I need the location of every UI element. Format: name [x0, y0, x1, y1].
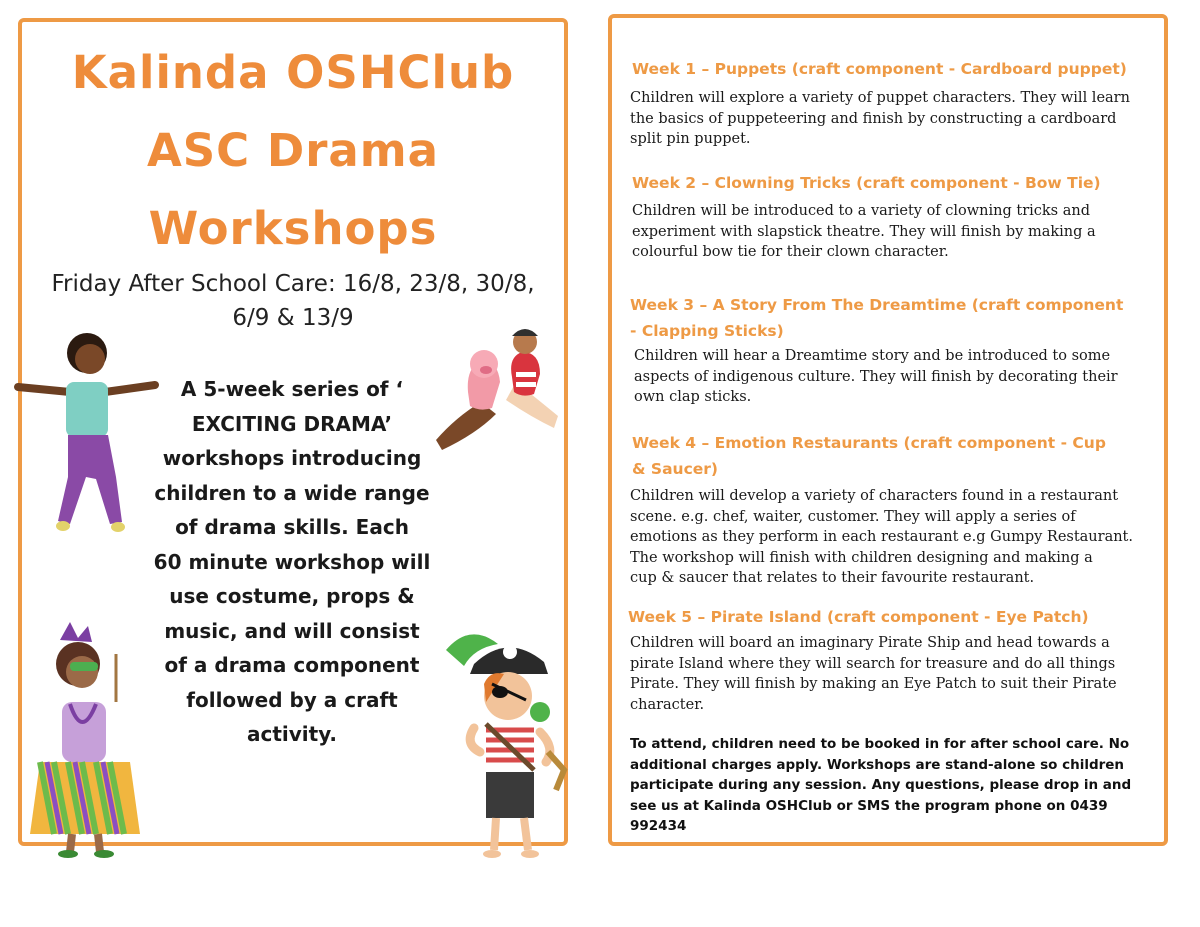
- dates-line-2: 6/9 & 13/9: [232, 305, 354, 331]
- body-line: 60 minute workshop will: [153, 549, 431, 574]
- week-1-heading: Week 1 – Puppets (craft component - Cardboard puppet): [632, 60, 1127, 78]
- week-3-description: Children will hear a Dreamtime story and be introduced to some aspects of indigenous culture. They will finish by decorating their own clap sticks.: [634, 348, 1118, 405]
- attendance-note: To attend, children need to be booked in for after school care. No additional charges apply. Workshops are stand-alone so children participate during any session. Any questions, please drop in and see us at Kalinda OSHClub or SMS the program phone on 0439 992434: [630, 736, 1132, 830]
- flyer-right-panel: [608, 14, 1168, 846]
- title-line-2: ASC Drama: [146, 124, 440, 177]
- body-line: of a drama component: [164, 653, 420, 677]
- body-line: of drama skills. Each: [175, 515, 409, 539]
- body-line: followed by a craft: [186, 687, 398, 712]
- body-line: use costume, props &: [169, 584, 415, 608]
- mardi-gras-girl-illustration: [30, 622, 150, 858]
- hand-puppets-illustration: [436, 322, 568, 452]
- week-4-description: Children will develop a variety of characters found in a restaurant scene. e.g. chef, waiter, customer. They will apply a series of emotions as they perform in each restaurant e.g Gumpy Restaurant. The workshop will finish with children designing and making a cup & saucer that relates to their favourite restaurant.: [630, 488, 1133, 586]
- body-line: music, and will consist: [164, 618, 420, 643]
- body-line: children to a wide range: [154, 480, 430, 505]
- week-4-heading: Week 4 – Emotion Restaurants (craft component - Cup & Saucer): [632, 434, 1106, 478]
- flyer-left-panel: [18, 18, 568, 846]
- workshop-description: [146, 372, 438, 752]
- week-3-heading: Week 3 – A Story From The Dreamtime (craft component - Clapping Sticks): [630, 296, 1124, 340]
- body-line: EXCITING DRAMA’: [191, 411, 393, 436]
- dancing-girl-illustration: [10, 327, 170, 537]
- week-2-heading: Week 2 – Clowning Tricks (craft component - Bow Tie): [632, 174, 1101, 192]
- title-line-1: Kalinda OSHClub: [71, 46, 515, 99]
- body-line: activity.: [246, 722, 338, 746]
- dates-line-1: Friday After School Care: 16/8, 23/8, 30/8,: [51, 271, 535, 297]
- body-line: workshops introducing: [162, 446, 422, 470]
- body-line: A 5-week series of ‘: [180, 377, 404, 401]
- title-line-3: Workshops: [148, 202, 438, 255]
- week-2-description: Children will be introduced to a variety of clowning tricks and experiment with slapstick theatre. They will finish by making a colourful bow tie for their clown character.: [632, 203, 1096, 260]
- week-5-description: Children will board an imaginary Pirate Ship and head towards a pirate Island where they will search for treasure and do all things Pirate. They will finish by making an Eye Patch to suit their Pirate character.: [630, 635, 1117, 713]
- pirate-boy-illustration: [444, 622, 568, 860]
- week-5-heading: Week 5 – Pirate Island (craft component - Eye Patch): [628, 608, 1089, 626]
- week-1-description: Children will explore a variety of puppet characters. They will learn the basics of puppeteering and finish by constructing a cardboard split pin puppet.: [630, 90, 1130, 147]
